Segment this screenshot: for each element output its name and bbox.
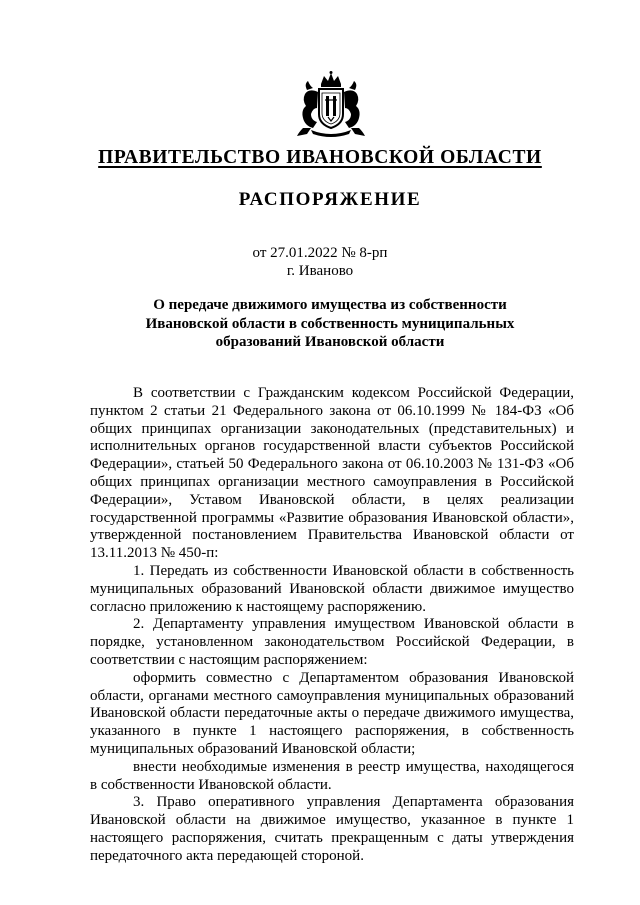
document-city: г. Иваново [286, 263, 354, 279]
document-body [90, 385, 574, 866]
subject-line: О передаче движимого имущества из собственности [153, 297, 507, 313]
document-type: РАСПОРЯЖЕНИЕ [238, 189, 422, 210]
item-1-paragraph: 1. Передать из собственности Ивановской области в собственность муниципальных образований Ивановской области движимое имущество согласно приложению к настоящему распоряжению. [90, 562, 574, 615]
item-2a-paragraph: оформить совместно с Департаментом образования Ивановской области, органами местного самоуправления муниципальных образований Ивановской области передаточные акты о передаче движимого имущества, указанного в пункте 1 настоящего распоряжения, в собственность муниципальных образований Ивановской области; [90, 669, 574, 757]
subject-line: Ивановской области в собственность муниципальных [145, 315, 515, 332]
item-2b-paragraph: внести необходимые изменения в реестр имущества, находящегося в собственности Ивановской области. [90, 758, 574, 793]
document-subject [100, 296, 560, 352]
coat-of-arms-icon [293, 70, 369, 140]
subject-line: образований Ивановской области [215, 334, 445, 350]
preamble-paragraph: В соответствии с Гражданским кодексом Российской Федерации, пунктом 2 статьи 21 Федерального закона от 06.10.1999 № 184-ФЗ «Об общих принципах организации законодательных (представительных) и исполнительных органов государственной власти субъектов Российской Федерации», статьей 50 Федерального закона от 06.10.2003 № 131-ФЗ «Об общих принципах организации местного самоуправления в Российской Федерации», Уставом Ивановской области, в целях реализации государственной программы «Развитие образования Ивановской области», утвержденной постановлением Правительства Ивановской области от 13.11.2013 № 450-п: [90, 385, 574, 562]
government-title: ПРАВИТЕЛЬСТВО ИВАНОВСКОЙ ОБЛАСТИ [98, 147, 542, 168]
item-3-paragraph: 3. Право оперативного управления Департамента образования Ивановской области на движимое имущество, указанное в пункте 1 настоящего распоряжения, считать прекращенным с даты утверждения передаточного акта передающей стороной. [90, 794, 574, 864]
item-2-paragraph: 2. Департаменту управления имуществом Ивановской области в порядке, установленном законодательством Российской Федерации, в соответствии с настоящим распоряжением: [90, 616, 574, 668]
document-date-number: от 27.01.2022 № 8-рп [252, 245, 388, 261]
